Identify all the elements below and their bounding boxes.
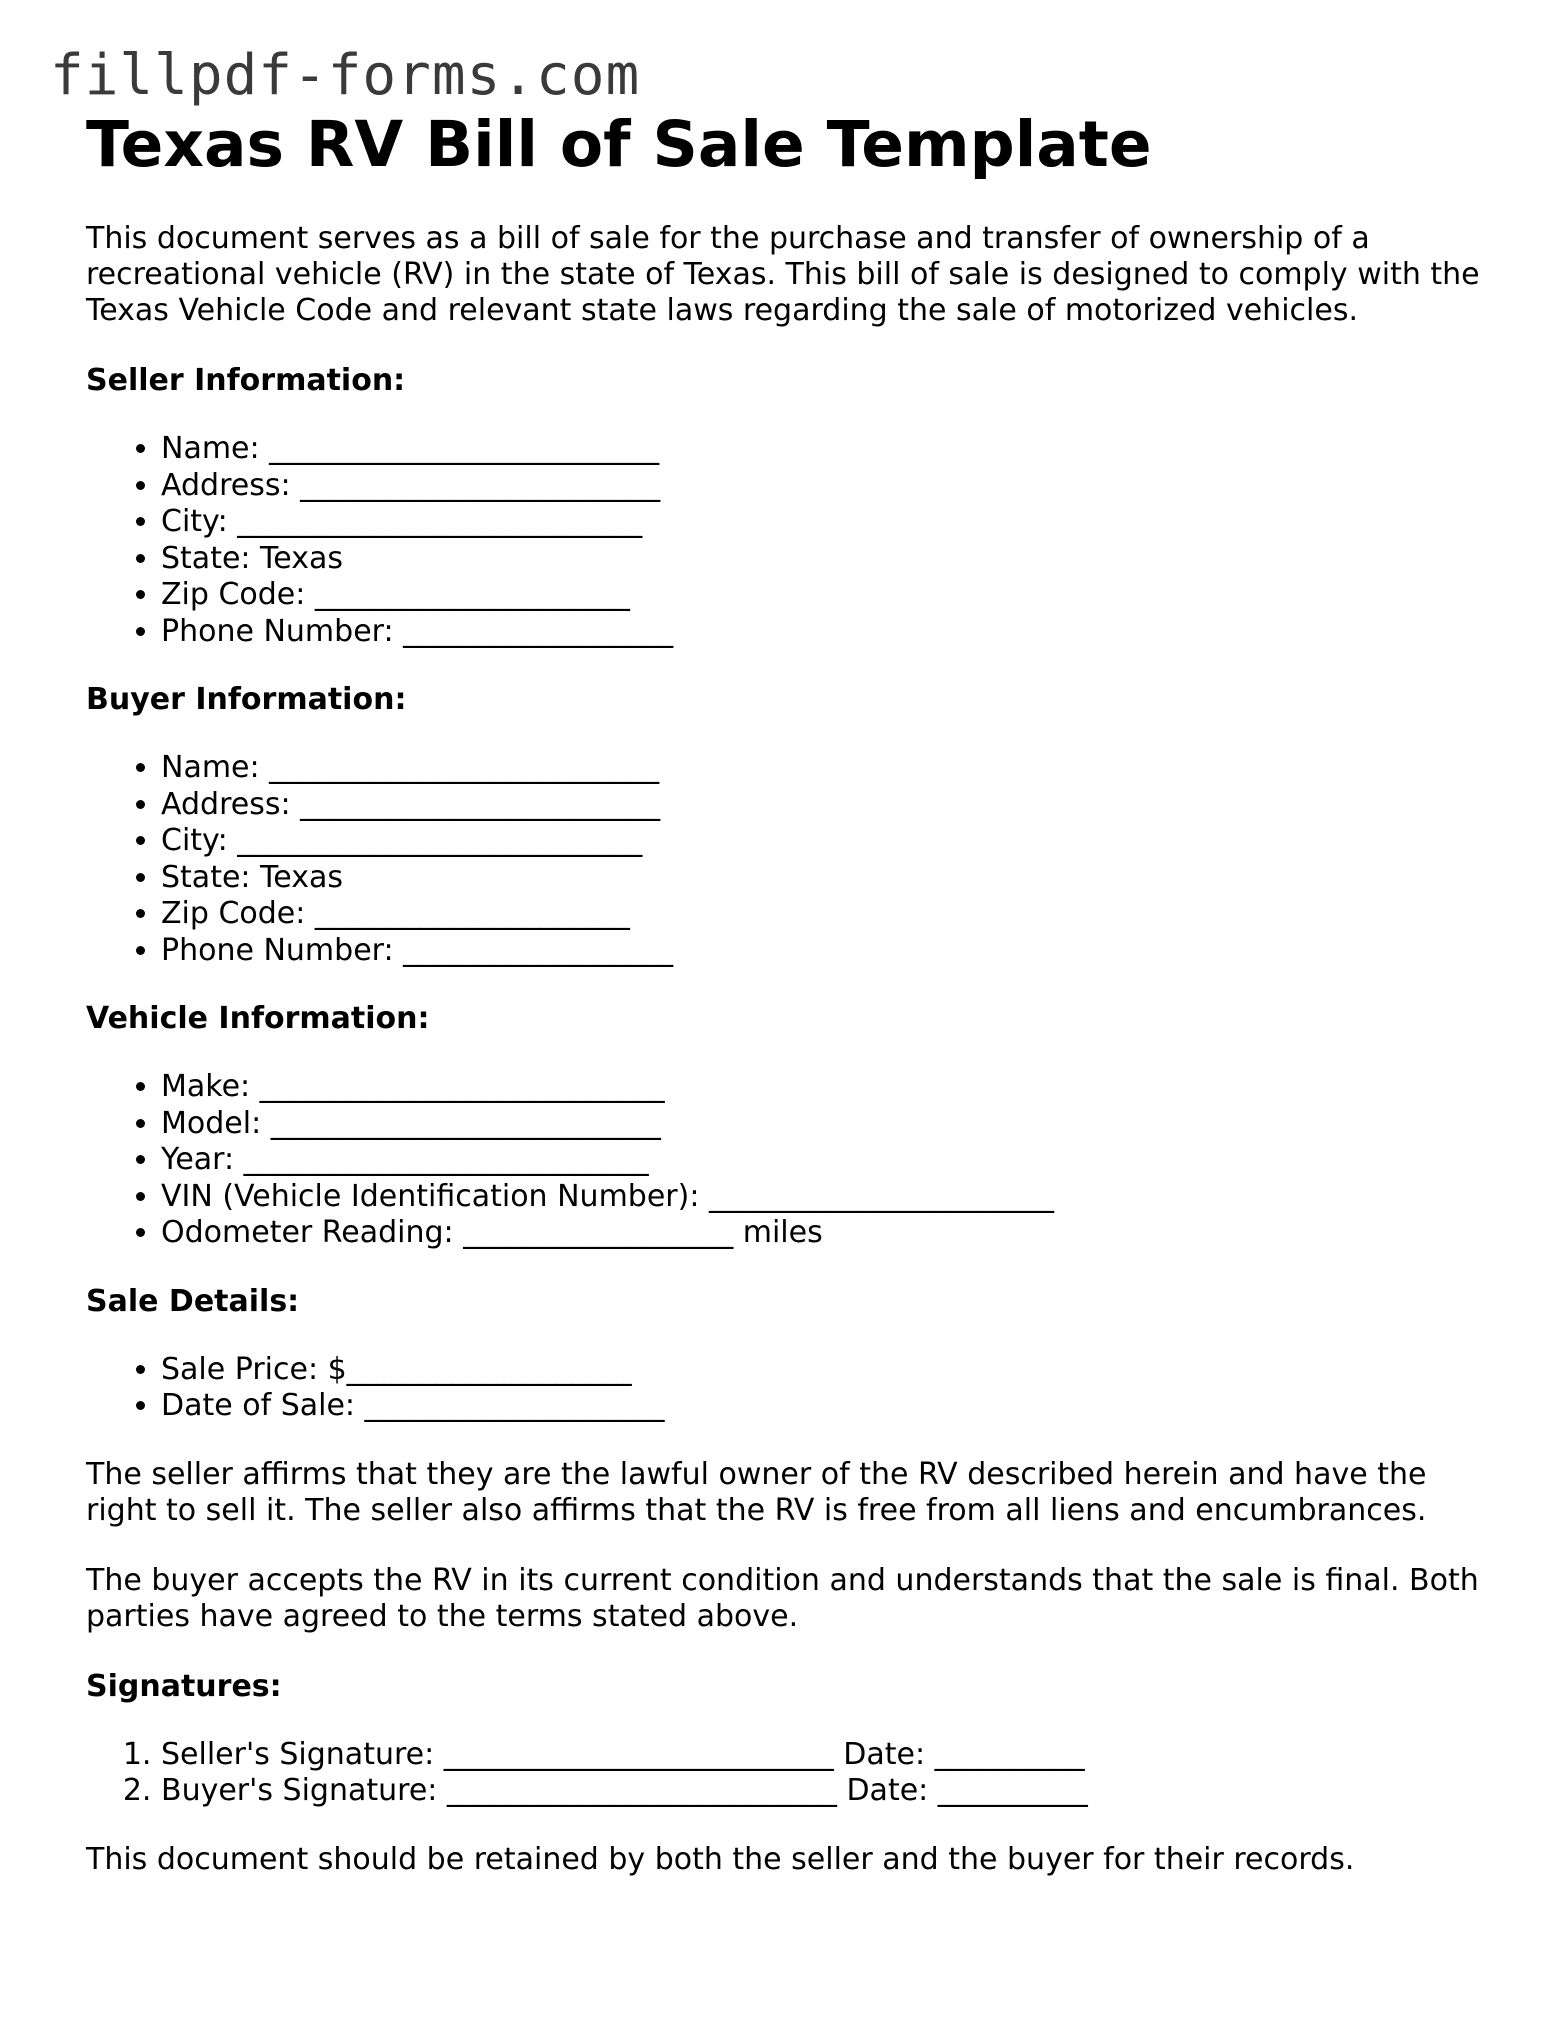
seller-signature-line: 1. Seller's Signature: __________________________ Date: __________ — [161, 1737, 1486, 1774]
buyer-phone-field: • Phone Number: __________________ — [161, 933, 1486, 970]
closing-note: This document should be retained by both the seller and the buyer for their records. — [86, 1841, 1355, 1877]
seller-address-field: • Address: ________________________ — [161, 468, 1486, 505]
vehicle-list — [86, 1069, 1486, 1252]
seller-heading: Seller Information: — [86, 363, 406, 399]
buyer-state-field: • State: Texas — [161, 860, 1486, 897]
buyer-zip-field: • Zip Code: _____________________ — [161, 896, 1486, 933]
intro-paragraph: This document serves as a bill of sale for the purchase and transfer of ownership of a recreational vehicle (RV) in the state of Texas. This bill of sale is designed to comply with the Texas Vehicle Code and relevant state laws regarding the sale of motorized vehicles. — [86, 221, 1480, 329]
sale-heading: Sale Details: — [86, 1283, 300, 1319]
vehicle-model-field: • Model: __________________________ — [161, 1106, 1486, 1143]
buyer-name-field: • Name: __________________________ — [161, 750, 1486, 787]
buyer-acceptance: The buyer accepts the RV in its current condition and understands that the sale is final. Both parties have agreed to the terms stated above. — [86, 1562, 1479, 1634]
vehicle-make-field: • Make: ___________________________ — [161, 1069, 1486, 1106]
signatures-heading: Signatures: — [86, 1668, 282, 1704]
buyer-signature-line: 2. Buyer's Signature: __________________________ Date: __________ — [161, 1773, 1486, 1810]
buyer-heading: Buyer Information: — [86, 682, 407, 718]
buyer-list — [86, 750, 1486, 969]
vehicle-year-field: • Year: ___________________________ — [161, 1142, 1486, 1179]
sale-list — [86, 1352, 1486, 1425]
sale-date-field: • Date of Sale: ____________________ — [161, 1388, 1486, 1425]
vehicle-odometer-field: • Odometer Reading: __________________ miles — [161, 1215, 1486, 1252]
sale-price-field: • Sale Price: $___________________ — [161, 1352, 1486, 1389]
watermark: fillpdf-forms.com — [50, 43, 641, 108]
vehicle-vin-field: • VIN (Vehicle Identification Number): _______________________ — [161, 1179, 1486, 1216]
vehicle-heading: Vehicle Information: — [86, 1001, 430, 1037]
document-body — [86, 110, 1486, 1912]
seller-name-field: • Name: __________________________ — [161, 431, 1486, 468]
buyer-address-field: • Address: ________________________ — [161, 787, 1486, 824]
seller-list — [86, 431, 1486, 650]
signatures-list — [86, 1737, 1486, 1810]
seller-zip-field: • Zip Code: _____________________ — [161, 577, 1486, 614]
seller-city-field: • City: ___________________________ — [161, 504, 1486, 541]
seller-affirmation: The seller affirms that they are the lawful owner of the RV described herein and have the right to sell it. The seller also affirms that the RV is free from all liens and encumbrances. — [86, 1456, 1427, 1528]
buyer-city-field: • City: ___________________________ — [161, 823, 1486, 860]
seller-phone-field: • Phone Number: __________________ — [161, 614, 1486, 651]
seller-state-field: • State: Texas — [161, 541, 1486, 578]
page-title: Texas RV Bill of Sale Template — [86, 108, 1152, 181]
